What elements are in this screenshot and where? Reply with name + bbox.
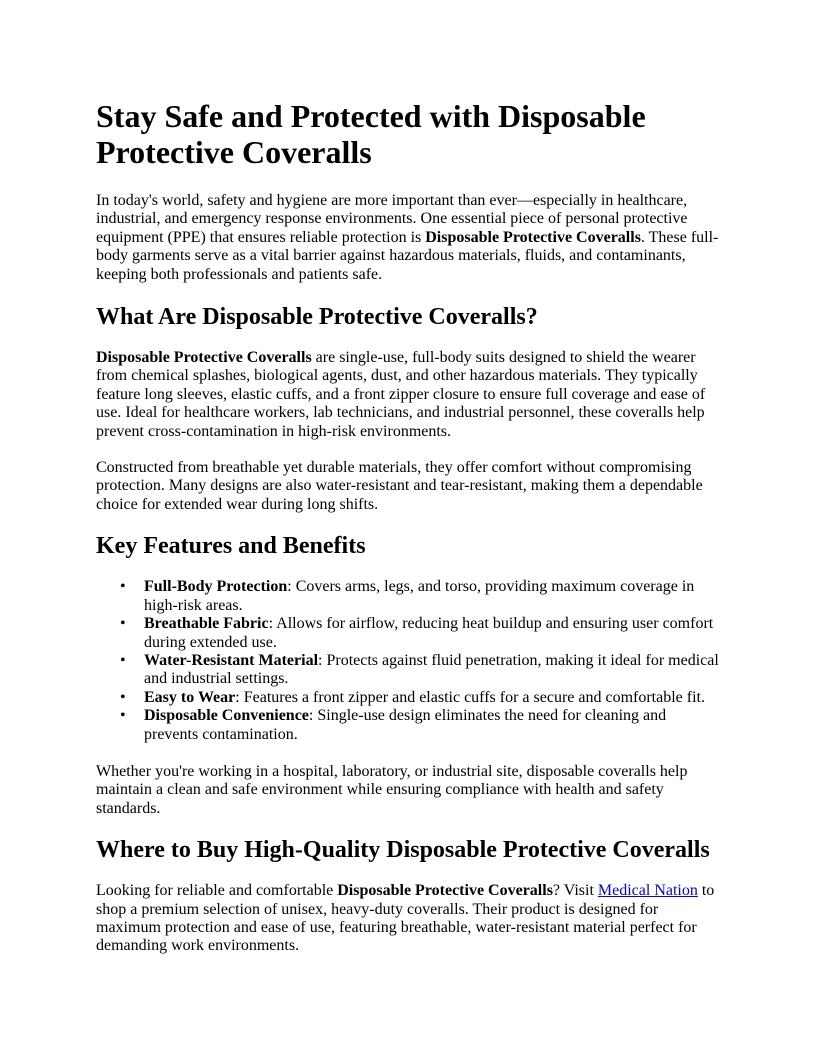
list-item-label: Disposable Convenience <box>144 707 309 725</box>
bullet-icon: • <box>120 688 126 706</box>
intro-text-end: . These full-body garments serve as a vital barrier against hazardous materials, fluids, and contaminants, keeping both professionals and patients safe. <box>96 228 719 283</box>
section-heading-features: Key Features and Benefits <box>96 533 366 560</box>
buy-text-middle: ? Visit <box>552 882 598 900</box>
features-closing-paragraph: Whether you're working in a hospital, laboratory, or industrial site, disposable coveralls help maintain a clean and safe environment while ensuring compliance with health and safety standards. <box>96 762 688 817</box>
list-item <box>120 615 720 652</box>
intro-bold-term: Disposable Protective Coveralls <box>425 228 641 246</box>
list-item-label: Full-Body Protection <box>144 578 288 596</box>
what-paragraph-1-text: are single-use, full-body suits designed to shield the wearer from chemical splashes, biological agents, dust, and other hazardous materials. They typically feature long sleeves, elastic cuffs, and a front zipper closure to ensure full coverage and ease of use. Ideal for healthcare workers, lab technicians, and industrial personnel, these coveralls help prevent cross-contamination in high-risk environments. <box>96 349 706 440</box>
list-item-label: Water-Resistant Material <box>144 651 319 669</box>
buy-text-start: Looking for reliable and comfortable <box>96 882 338 900</box>
list-item <box>120 707 720 744</box>
medical-nation-link[interactable]: Medical Nation <box>597 882 698 900</box>
bullet-icon: • <box>120 615 126 633</box>
intro-text-start: In today's world, safety and hygiene are more important than ever—especially in healthcare, industrial, and emergency response environments. One essential piece of personal protective equipment (PPE) that ensures reliable protection is <box>96 192 688 246</box>
section-heading-buy: Where to Buy High-Quality Disposable Protective Coveralls <box>96 837 710 864</box>
list-item <box>120 688 720 707</box>
list-item-label: Easy to Wear <box>144 688 236 706</box>
what-bold-term: Disposable Protective Coveralls <box>96 349 312 367</box>
list-item <box>120 651 720 689</box>
list-item <box>120 578 720 615</box>
bullet-icon: • <box>120 578 126 596</box>
features-list <box>96 578 720 744</box>
bullet-icon: • <box>120 651 126 669</box>
buy-bold-term: Disposable Protective Coveralls <box>337 882 553 900</box>
intro-paragraph <box>96 192 720 284</box>
list-item-text: : Single-use design eliminates the need for cleaning and prevents contamination. <box>144 707 667 743</box>
what-paragraph-1 <box>96 349 720 441</box>
buy-paragraph <box>96 882 720 956</box>
list-item-text: : Covers arms, legs, and torso, providing maximum coverage in high-risk areas. <box>144 578 695 614</box>
what-paragraph-2: Constructed from breathable yet durable materials, they offer comfort without compromising protection. Many designs are also water-resistant and tear-resistant, making them a dependable choice for extended wear during long shifts. <box>96 459 703 513</box>
list-item-text: : Features a front zipper and elastic cuffs for a secure and comfortable fit. <box>235 688 705 706</box>
list-item-label: Breathable Fabric <box>144 615 269 633</box>
buy-text-end: to shop a premium selection of unisex, heavy-duty coveralls. Their product is designed for maximum protection and ease of use, featuring breathable, water-resistant material perfect for demanding work environments. <box>96 882 715 955</box>
list-item-text: : Allows for airflow, reducing heat buildup and ensuring user comfort during extended use. <box>144 615 714 651</box>
page-title: Stay Safe and Protected with Disposable Protective Coveralls <box>96 98 646 170</box>
document-page <box>96 98 720 974</box>
bullet-icon: • <box>120 707 126 725</box>
list-item-text: : Protects against fluid penetration, making it ideal for medical and industrial settings. <box>144 651 719 688</box>
section-heading-what: What Are Disposable Protective Coveralls? <box>96 304 538 331</box>
